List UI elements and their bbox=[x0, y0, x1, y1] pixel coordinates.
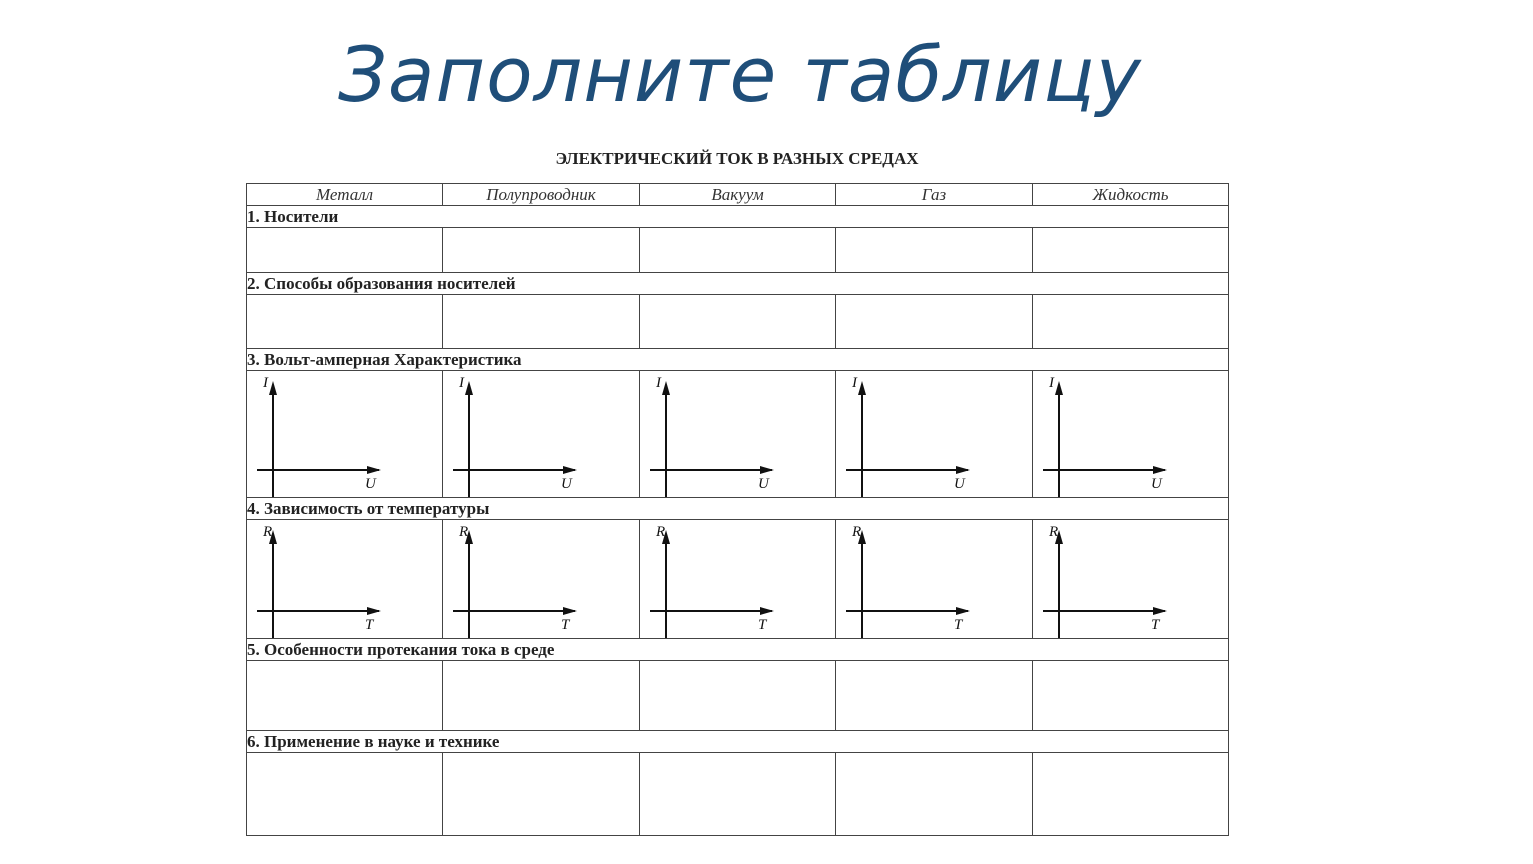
axes-graph bbox=[247, 520, 443, 638]
answer-cell-gas[interactable] bbox=[836, 228, 1033, 273]
answer-cell-gas[interactable] bbox=[836, 520, 1033, 639]
answer-cell-metal[interactable] bbox=[247, 228, 443, 273]
x-axis-arrow bbox=[956, 466, 970, 474]
answer-cell-vacuum[interactable] bbox=[640, 753, 836, 836]
column-header-liquid: Жидкость bbox=[1033, 184, 1229, 206]
column-header-vacuum: Вакуум bbox=[640, 184, 836, 206]
column-header-semiconductor: Полупроводник bbox=[443, 184, 640, 206]
x-axis-arrow bbox=[1153, 466, 1167, 474]
answer-cell-semiconductor[interactable] bbox=[443, 295, 640, 349]
answer-cell-semiconductor[interactable] bbox=[443, 753, 640, 836]
y-axis-label: R bbox=[459, 524, 469, 540]
y-axis-label: I bbox=[459, 375, 464, 391]
x-axis-label: T bbox=[561, 617, 570, 633]
slide-title: Заполните таблицу bbox=[338, 30, 1142, 119]
worksheet-table bbox=[246, 183, 1228, 837]
section-header-row bbox=[247, 639, 1229, 661]
x-axis-label: U bbox=[365, 476, 376, 492]
answer-row bbox=[247, 228, 1229, 273]
table-heading: ЭЛЕКТРИЧЕСКИЙ ТОК В РАЗНЫХ СРЕДАХ bbox=[555, 149, 919, 168]
answer-cell-metal[interactable] bbox=[247, 371, 443, 498]
x-axis-label: U bbox=[1151, 476, 1162, 492]
x-axis-label: U bbox=[561, 476, 572, 492]
y-axis-label: I bbox=[656, 375, 661, 391]
section-header-row bbox=[247, 273, 1229, 295]
y-axis-label: R bbox=[852, 524, 862, 540]
x-axis-arrow bbox=[956, 607, 970, 615]
x-axis-arrow bbox=[367, 466, 381, 474]
x-axis-label: T bbox=[758, 617, 767, 633]
axes-graph bbox=[1033, 520, 1229, 638]
y-axis-label: I bbox=[852, 375, 857, 391]
x-axis-arrow bbox=[367, 607, 381, 615]
answer-cell-gas[interactable] bbox=[836, 753, 1033, 836]
x-axis-label: U bbox=[954, 476, 965, 492]
y-axis-label: I bbox=[263, 375, 268, 391]
y-axis-arrow bbox=[858, 381, 866, 395]
section-header-row bbox=[247, 349, 1229, 371]
y-axis-label: R bbox=[263, 524, 273, 540]
answer-cell-gas[interactable] bbox=[836, 295, 1033, 349]
axes-graph bbox=[836, 371, 1032, 497]
column-header-gas: Газ bbox=[836, 184, 1033, 206]
answer-cell-vacuum[interactable] bbox=[640, 520, 836, 639]
answer-row bbox=[247, 295, 1229, 349]
answer-row bbox=[247, 661, 1229, 731]
section-label: 5. Особенности протекания тока в среде bbox=[247, 639, 1229, 661]
answer-cell-semiconductor[interactable] bbox=[443, 228, 640, 273]
section-label: 1. Носители bbox=[247, 206, 1229, 228]
media-current-table bbox=[246, 183, 1229, 836]
answer-row bbox=[247, 753, 1229, 836]
x-axis-label: U bbox=[758, 476, 769, 492]
answer-cell-liquid[interactable] bbox=[1033, 661, 1229, 731]
answer-cell-liquid[interactable] bbox=[1033, 228, 1229, 273]
answer-cell-vacuum[interactable] bbox=[640, 661, 836, 731]
answer-cell-liquid[interactable] bbox=[1033, 295, 1229, 349]
column-header-row bbox=[247, 184, 1229, 206]
answer-cell-metal[interactable] bbox=[247, 661, 443, 731]
answer-row bbox=[247, 371, 1229, 498]
answer-row bbox=[247, 520, 1229, 639]
x-axis-arrow bbox=[760, 607, 774, 615]
y-axis-label: I bbox=[1049, 375, 1054, 391]
y-axis-label: R bbox=[1049, 524, 1059, 540]
axes-graph bbox=[836, 520, 1032, 638]
answer-cell-vacuum[interactable] bbox=[640, 228, 836, 273]
answer-cell-metal[interactable] bbox=[247, 295, 443, 349]
section-label: 2. Способы образования носителей bbox=[247, 273, 1229, 295]
axes-graph bbox=[640, 520, 836, 638]
x-axis-label: T bbox=[365, 617, 374, 633]
answer-cell-semiconductor[interactable] bbox=[443, 661, 640, 731]
answer-cell-gas[interactable] bbox=[836, 661, 1033, 731]
axes-graph bbox=[1033, 371, 1229, 497]
y-axis-arrow bbox=[1055, 381, 1063, 395]
x-axis-arrow bbox=[563, 466, 577, 474]
section-label: 6. Применение в науке и технике bbox=[247, 731, 1229, 753]
answer-cell-vacuum[interactable] bbox=[640, 371, 836, 498]
section-header-row bbox=[247, 498, 1229, 520]
x-axis-arrow bbox=[1153, 607, 1167, 615]
x-axis-label: T bbox=[1151, 617, 1160, 633]
column-header-metal: Металл bbox=[247, 184, 443, 206]
y-axis-arrow bbox=[662, 381, 670, 395]
x-axis-arrow bbox=[563, 607, 577, 615]
axes-graph bbox=[443, 520, 639, 638]
x-axis-arrow bbox=[760, 466, 774, 474]
answer-cell-metal[interactable] bbox=[247, 753, 443, 836]
section-label: 3. Вольт-амперная Характеристика bbox=[247, 349, 1229, 371]
y-axis-arrow bbox=[465, 381, 473, 395]
answer-cell-semiconductor[interactable] bbox=[443, 371, 640, 498]
y-axis-arrow bbox=[269, 381, 277, 395]
axes-graph bbox=[443, 371, 639, 497]
axes-graph bbox=[247, 371, 443, 497]
section-header-row bbox=[247, 731, 1229, 753]
x-axis-label: T bbox=[954, 617, 963, 633]
answer-cell-liquid[interactable] bbox=[1033, 520, 1229, 639]
axes-graph bbox=[640, 371, 836, 497]
section-header-row bbox=[247, 206, 1229, 228]
answer-cell-liquid[interactable] bbox=[1033, 753, 1229, 836]
y-axis-label: R bbox=[656, 524, 666, 540]
answer-cell-liquid[interactable] bbox=[1033, 371, 1229, 498]
answer-cell-semiconductor[interactable] bbox=[443, 520, 640, 639]
answer-cell-vacuum[interactable] bbox=[640, 295, 836, 349]
answer-cell-metal[interactable] bbox=[247, 520, 443, 639]
answer-cell-gas[interactable] bbox=[836, 371, 1033, 498]
section-label: 4. Зависимость от температуры bbox=[247, 498, 1229, 520]
